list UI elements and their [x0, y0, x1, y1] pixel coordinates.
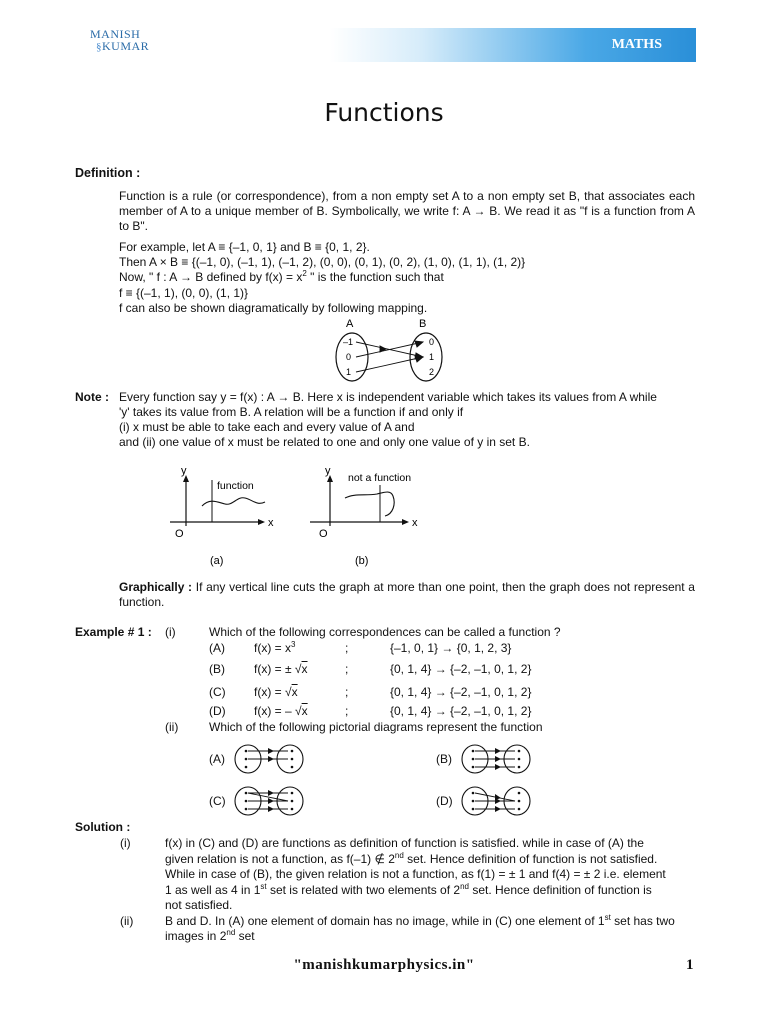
graph-a-y-label: y	[181, 465, 187, 477]
option-c-label: (C)	[209, 685, 226, 699]
graph-b-origin: O	[319, 528, 328, 540]
diagram-b	[457, 743, 537, 775]
option-c-func: f(x) = √x	[254, 685, 298, 699]
solution-ii-line-1: B and D. In (A) one element of domain has no image, while in (C) one element of 1st set has two	[165, 913, 675, 928]
solution-i-num: (i)	[120, 836, 131, 850]
set-b-label: B	[419, 318, 427, 330]
option-b-semicolon: ;	[345, 662, 349, 676]
definition-paragraph: Function is a rule (or correspondence), from a non empty set A to a non empty set B, that associates each member of A to a unique member of B. Symbolically, we write f: A → B. We read it as "f is a function from A to B".	[119, 189, 695, 233]
a-elem-3: 1	[346, 367, 352, 377]
example-part1-num: (i)	[165, 625, 176, 639]
note-label: Note :	[75, 390, 109, 404]
diagram-a	[230, 743, 310, 775]
solution-ii-num: (ii)	[120, 914, 134, 928]
graph-a-origin: O	[175, 528, 184, 540]
example-label: Example # 1 :	[75, 625, 152, 639]
b-elem-2: 1	[429, 352, 435, 362]
note-line-3: (i) x must be able to take each and every value of A and	[119, 420, 415, 434]
example-part2-num: (ii)	[165, 720, 179, 734]
diagram-b-label: (B)	[436, 752, 452, 766]
definition-label: Definition :	[75, 166, 141, 180]
graph-b-x-label: x	[412, 517, 418, 529]
diagram-d	[457, 785, 537, 817]
option-b-label: (B)	[209, 662, 225, 676]
set-a-label: A	[346, 318, 354, 330]
page-number: 1	[686, 957, 694, 973]
option-d-relation: {0, 1, 4} → {–2, –1, 0, 1, 2}	[390, 704, 532, 718]
diagram-c	[230, 785, 310, 817]
definition-line-5: f can also be shown diagramatically by following mapping.	[119, 301, 428, 315]
note-line-1: Every function say y = f(x) : A → B. Here x is independent variable which takes its values from A while	[119, 390, 657, 404]
note-line-2: 'y' takes its value from B. A relation will be a function if and only if	[119, 405, 464, 419]
logo-mark-icon: §	[96, 41, 102, 53]
b-elem-3: 2	[429, 367, 435, 377]
set-b-ellipse	[410, 333, 442, 381]
mapping-diagram	[330, 316, 450, 386]
a-elem-2: 0	[346, 352, 352, 362]
graph-b-y-label: y	[325, 465, 331, 477]
option-a-label: (A)	[209, 641, 225, 655]
example-part1-question: Which of the following correspondences can be called a function ?	[209, 625, 561, 639]
solution-ii-line-2: images in 2nd set	[165, 928, 255, 943]
definition-line-2: Then A × B ≡ {(–1, 0), (–1, 1), (–1, 2), (0, 0), (0, 1), (0, 2), (1, 0), (1, 1), (1, 2)}	[119, 255, 526, 269]
diagram-c-label: (C)	[209, 794, 226, 808]
option-a-func: $f(x) = x^3$	[254, 640, 296, 655]
page-title: Functions	[324, 98, 444, 127]
option-c-semicolon: ;	[345, 685, 349, 699]
solution-i-line-2: given relation is not a function, as f(–1) ∉ 2nd set. Hence definition of function is not satisfied.	[165, 851, 658, 866]
option-b-relation: {0, 1, 4} → {–2, –1, 0, 1, 2}	[390, 662, 532, 676]
graph-b-label: not a function	[348, 472, 412, 484]
graph-a-x-label: x	[268, 517, 274, 529]
graph-b	[305, 460, 440, 570]
option-a-relation: {–1, 0, 1} → {0, 1, 2, 3}	[390, 641, 512, 655]
definition-line-3: Now, " f : A → B defined by $f(x) = x^2$ " is the function such that	[119, 269, 444, 284]
graphically-label: Graphically :	[119, 580, 193, 594]
definition-line-4: f ≡ {(–1, 1), (0, 0), (1, 1)}	[119, 286, 249, 300]
graph-a-caption: (a)	[210, 555, 224, 567]
solution-i-line-5: not satisfied.	[165, 898, 233, 912]
option-c-relation: {0, 1, 4} → {–2, –1, 0, 1, 2}	[390, 685, 532, 699]
footer-site: "manishkumarphysics.in"	[293, 957, 475, 973]
diagram-d-label: (D)	[436, 794, 453, 808]
solution-i-line-3: While in case of (B), the given relation is not a function, as f(1) = ± 1 and f(4) = ± 2 i.e. element	[165, 867, 666, 881]
option-b-func: f(x) = ± √x	[254, 662, 308, 676]
option-d-semicolon: ;	[345, 704, 349, 718]
option-a-semicolon: ;	[345, 641, 349, 655]
example-part2-question: Which of the following pictorial diagrams represent the function	[209, 720, 543, 734]
logo-line2: KUMAR	[102, 39, 150, 53]
logo	[90, 28, 149, 53]
solution-i-line-1: f(x) in (C) and (D) are functions as definition of function is satisfied. while in case of (A) the	[165, 836, 644, 850]
a-elem-1: –1	[343, 337, 354, 347]
graph-b-caption: (b)	[355, 555, 369, 567]
graph-a	[165, 460, 290, 570]
graphically-text: If any vertical line cuts the graph at more than one point, then the graph does not represent a function.	[119, 580, 695, 609]
graphically-paragraph	[119, 580, 695, 610]
diagram-a-label: (A)	[209, 752, 225, 766]
solution-i-line-4: 1 as well as 4 in 1st set is related with two elements of 2nd set. Hence definition of function is	[165, 882, 652, 897]
subject-label: MATHS	[611, 37, 662, 52]
graph-a-label: function	[217, 480, 254, 492]
subject-banner	[330, 28, 696, 62]
solution-label: Solution :	[75, 820, 131, 834]
b-elem-1: 0	[429, 337, 435, 347]
logo-line1: MANISH	[90, 27, 141, 41]
note-line-4: and (ii) one value of x must be related to one and only one value of y in set B.	[119, 435, 530, 449]
option-d-label: (D)	[209, 704, 226, 718]
option-d-func: f(x) = – √x	[254, 704, 308, 718]
definition-line-1: For example, let A ≡ {–1, 0, 1} and B ≡ {0, 1, 2}.	[119, 240, 370, 254]
